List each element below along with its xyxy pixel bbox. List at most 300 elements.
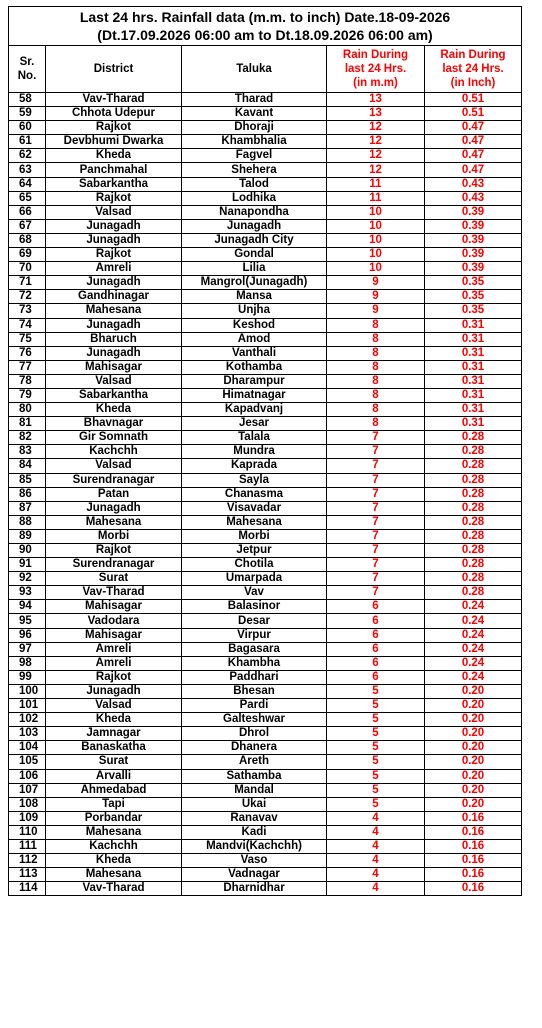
cell-rain-inch: 0.20	[425, 727, 522, 741]
cell-district: Gir Somnath	[46, 431, 182, 445]
cell-rain-mm: 8	[327, 403, 425, 417]
cell-rain-inch: 0.16	[425, 825, 522, 839]
cell-rain-inch: 0.31	[425, 346, 522, 360]
cell-rain-inch: 0.51	[425, 107, 522, 121]
cell-district: Porbandar	[46, 811, 182, 825]
cell-taluka: Galteshwar	[182, 713, 327, 727]
cell-rain-mm: 5	[327, 783, 425, 797]
cell-taluka: Dhanera	[182, 741, 327, 755]
cell-district: Vav-Tharad	[46, 586, 182, 600]
cell-district: Surendranagar	[46, 558, 182, 572]
cell-taluka: Kaprada	[182, 459, 327, 473]
table-row	[9, 248, 522, 262]
cell-rain-inch: 0.16	[425, 811, 522, 825]
cell-sr-no: 102	[9, 713, 46, 727]
cell-rain-inch: 0.28	[425, 473, 522, 487]
cell-district: Kachchh	[46, 445, 182, 459]
cell-district: Jamnagar	[46, 727, 182, 741]
cell-district: Junagadh	[46, 276, 182, 290]
cell-district: Valsad	[46, 205, 182, 219]
cell-rain-inch: 0.28	[425, 487, 522, 501]
cell-rain-inch: 0.24	[425, 656, 522, 670]
cell-district: Rajkot	[46, 121, 182, 135]
cell-taluka: Keshod	[182, 318, 327, 332]
table-row	[9, 769, 522, 783]
cell-sr-no: 85	[9, 473, 46, 487]
cell-rain-inch: 0.24	[425, 670, 522, 684]
cell-rain-inch: 0.24	[425, 614, 522, 628]
cell-rain-mm: 5	[327, 755, 425, 769]
cell-taluka: Unjha	[182, 304, 327, 318]
table-row	[9, 544, 522, 558]
cell-rain-inch: 0.28	[425, 572, 522, 586]
cell-district: Patan	[46, 487, 182, 501]
cell-sr-no: 96	[9, 628, 46, 642]
cell-sr-no: 62	[9, 149, 46, 163]
cell-rain-inch: 0.47	[425, 149, 522, 163]
table-row	[9, 628, 522, 642]
cell-sr-no: 82	[9, 431, 46, 445]
cell-rain-inch: 0.24	[425, 628, 522, 642]
cell-taluka: Himatnagar	[182, 388, 327, 402]
cell-rain-mm: 5	[327, 699, 425, 713]
cell-district: Ahmedabad	[46, 783, 182, 797]
cell-taluka: Jetpur	[182, 544, 327, 558]
cell-rain-inch: 0.35	[425, 290, 522, 304]
cell-district: Chhota Udepur	[46, 107, 182, 121]
cell-taluka: Dhoraji	[182, 121, 327, 135]
cell-taluka: Talala	[182, 431, 327, 445]
cell-taluka: Dharnidhar	[182, 882, 327, 896]
cell-sr-no: 80	[9, 403, 46, 417]
cell-rain-mm: 8	[327, 318, 425, 332]
table-row	[9, 417, 522, 431]
title-line-1: Last 24 hrs. Rainfall data (m.m. to inch) Date.18-09-2026	[79, 9, 451, 25]
cell-rain-inch: 0.20	[425, 741, 522, 755]
cell-sr-no: 72	[9, 290, 46, 304]
cell-district: Vav-Tharad	[46, 93, 182, 107]
cell-rain-inch: 0.20	[425, 755, 522, 769]
header-taluka: Taluka	[182, 46, 327, 93]
cell-district: Kheda	[46, 403, 182, 417]
cell-taluka: Vaso	[182, 854, 327, 868]
cell-taluka: Tharad	[182, 93, 327, 107]
cell-taluka: Khambhalia	[182, 135, 327, 149]
cell-rain-inch: 0.31	[425, 360, 522, 374]
cell-rain-mm: 10	[327, 248, 425, 262]
table-row	[9, 783, 522, 797]
cell-district: Banaskatha	[46, 741, 182, 755]
table-row	[9, 741, 522, 755]
table-row	[9, 529, 522, 543]
table-row	[9, 304, 522, 318]
cell-rain-inch: 0.20	[425, 684, 522, 698]
table-row	[9, 205, 522, 219]
cell-district: Kheda	[46, 854, 182, 868]
cell-taluka: Shehera	[182, 163, 327, 177]
table-row	[9, 515, 522, 529]
cell-taluka: Ranavav	[182, 811, 327, 825]
cell-sr-no: 73	[9, 304, 46, 318]
cell-district: Surat	[46, 755, 182, 769]
cell-sr-no: 83	[9, 445, 46, 459]
cell-taluka: Dhrol	[182, 727, 327, 741]
cell-rain-inch: 0.35	[425, 276, 522, 290]
cell-rain-mm: 4	[327, 854, 425, 868]
cell-rain-mm: 6	[327, 656, 425, 670]
cell-district: Junagadh	[46, 501, 182, 515]
cell-taluka: Junagadh	[182, 219, 327, 233]
cell-district: Valsad	[46, 459, 182, 473]
cell-rain-inch: 0.16	[425, 854, 522, 868]
cell-taluka: Mundra	[182, 445, 327, 459]
table-row	[9, 656, 522, 670]
cell-rain-mm: 10	[327, 205, 425, 219]
cell-sr-no: 64	[9, 177, 46, 191]
cell-taluka: Gondal	[182, 248, 327, 262]
cell-taluka: Kavant	[182, 107, 327, 121]
cell-rain-inch: 0.28	[425, 459, 522, 473]
cell-rain-mm: 5	[327, 727, 425, 741]
cell-sr-no: 92	[9, 572, 46, 586]
table-row	[9, 811, 522, 825]
cell-sr-no: 68	[9, 233, 46, 247]
cell-rain-inch: 0.31	[425, 332, 522, 346]
cell-rain-mm: 8	[327, 417, 425, 431]
cell-sr-no: 97	[9, 642, 46, 656]
cell-sr-no: 69	[9, 248, 46, 262]
table-row	[9, 825, 522, 839]
cell-rain-mm: 8	[327, 374, 425, 388]
table-row	[9, 839, 522, 853]
cell-rain-mm: 4	[327, 882, 425, 896]
cell-rain-inch: 0.43	[425, 191, 522, 205]
cell-rain-mm: 11	[327, 177, 425, 191]
cell-rain-inch: 0.31	[425, 403, 522, 417]
table-row	[9, 233, 522, 247]
cell-district: Kheda	[46, 713, 182, 727]
cell-sr-no: 94	[9, 600, 46, 614]
cell-taluka: Balasinor	[182, 600, 327, 614]
table-row	[9, 445, 522, 459]
cell-district: Amreli	[46, 262, 182, 276]
cell-district: Junagadh	[46, 684, 182, 698]
cell-rain-mm: 5	[327, 684, 425, 698]
cell-rain-mm: 5	[327, 769, 425, 783]
table-row	[9, 501, 522, 515]
cell-sr-no: 90	[9, 544, 46, 558]
cell-rain-inch: 0.31	[425, 417, 522, 431]
cell-district: Kheda	[46, 149, 182, 163]
cell-sr-no: 79	[9, 388, 46, 402]
cell-taluka: Mahesana	[182, 515, 327, 529]
cell-rain-mm: 10	[327, 262, 425, 276]
cell-rain-inch: 0.20	[425, 797, 522, 811]
cell-taluka: Umarpada	[182, 572, 327, 586]
cell-sr-no: 110	[9, 825, 46, 839]
cell-rain-inch: 0.35	[425, 304, 522, 318]
cell-rain-inch: 0.31	[425, 388, 522, 402]
table-row	[9, 318, 522, 332]
table-row	[9, 487, 522, 501]
cell-taluka: Vav	[182, 586, 327, 600]
cell-rain-inch: 0.39	[425, 262, 522, 276]
cell-sr-no: 67	[9, 219, 46, 233]
cell-district: Rajkot	[46, 248, 182, 262]
cell-rain-mm: 7	[327, 487, 425, 501]
table-row	[9, 642, 522, 656]
cell-rain-mm: 12	[327, 149, 425, 163]
cell-sr-no: 75	[9, 332, 46, 346]
cell-district: Mahesana	[46, 304, 182, 318]
table-row	[9, 290, 522, 304]
cell-sr-no: 81	[9, 417, 46, 431]
cell-district: Panchmahal	[46, 163, 182, 177]
cell-rain-mm: 5	[327, 741, 425, 755]
rainfall-document	[8, 6, 521, 896]
header-sr-no: Sr. No.	[9, 46, 46, 93]
cell-district: Vav-Tharad	[46, 882, 182, 896]
cell-sr-no: 98	[9, 656, 46, 670]
title-line-2: (Dt.17.09.2026 06:00 am to Dt.18.09.2026 06:00 am)	[97, 27, 433, 43]
cell-rain-mm: 9	[327, 290, 425, 304]
table-row	[9, 191, 522, 205]
cell-sr-no: 106	[9, 769, 46, 783]
cell-taluka: Mansa	[182, 290, 327, 304]
cell-rain-inch: 0.31	[425, 374, 522, 388]
cell-taluka: Lilia	[182, 262, 327, 276]
cell-sr-no: 100	[9, 684, 46, 698]
cell-sr-no: 104	[9, 741, 46, 755]
table-row	[9, 586, 522, 600]
cell-district: Kachchh	[46, 839, 182, 853]
cell-rain-mm: 7	[327, 529, 425, 543]
cell-district: Tapi	[46, 797, 182, 811]
cell-district: Vadodara	[46, 614, 182, 628]
cell-sr-no: 71	[9, 276, 46, 290]
cell-sr-no: 59	[9, 107, 46, 121]
cell-rain-mm: 7	[327, 459, 425, 473]
table-row	[9, 558, 522, 572]
cell-district: Junagadh	[46, 318, 182, 332]
cell-taluka: Mandvi(Kachchh)	[182, 839, 327, 853]
cell-taluka: Sathamba	[182, 769, 327, 783]
cell-rain-inch: 0.28	[425, 544, 522, 558]
cell-rain-mm: 6	[327, 600, 425, 614]
cell-rain-mm: 10	[327, 233, 425, 247]
cell-rain-inch: 0.39	[425, 248, 522, 262]
cell-district: Mahisagar	[46, 360, 182, 374]
cell-taluka: Junagadh City	[182, 233, 327, 247]
cell-sr-no: 74	[9, 318, 46, 332]
cell-rain-mm: 8	[327, 388, 425, 402]
table-row	[9, 374, 522, 388]
cell-district: Amreli	[46, 656, 182, 670]
cell-rain-mm: 6	[327, 642, 425, 656]
cell-district: Surendranagar	[46, 473, 182, 487]
table-row	[9, 163, 522, 177]
cell-rain-mm: 9	[327, 304, 425, 318]
cell-rain-mm: 8	[327, 360, 425, 374]
cell-taluka: Paddhari	[182, 670, 327, 684]
cell-rain-inch: 0.39	[425, 219, 522, 233]
cell-rain-mm: 8	[327, 346, 425, 360]
cell-taluka: Kapadvanj	[182, 403, 327, 417]
cell-rain-inch: 0.20	[425, 769, 522, 783]
cell-sr-no: 113	[9, 868, 46, 882]
cell-district: Mahesana	[46, 825, 182, 839]
cell-sr-no: 66	[9, 205, 46, 219]
cell-rain-mm: 6	[327, 614, 425, 628]
header-rain-inch: Rain During last 24 Hrs. (in Inch)	[425, 46, 522, 93]
cell-taluka: Fagvel	[182, 149, 327, 163]
table-title-row	[9, 7, 522, 46]
cell-taluka: Vadnagar	[182, 868, 327, 882]
table-row	[9, 388, 522, 402]
cell-rain-inch: 0.31	[425, 318, 522, 332]
table-row	[9, 459, 522, 473]
cell-rain-mm: 4	[327, 811, 425, 825]
table-row	[9, 360, 522, 374]
cell-sr-no: 91	[9, 558, 46, 572]
cell-taluka: Areth	[182, 755, 327, 769]
cell-rain-mm: 13	[327, 107, 425, 121]
cell-sr-no: 61	[9, 135, 46, 149]
cell-sr-no: 112	[9, 854, 46, 868]
cell-taluka: Bhesan	[182, 684, 327, 698]
cell-rain-mm: 11	[327, 191, 425, 205]
cell-rain-mm: 7	[327, 473, 425, 487]
cell-district: Rajkot	[46, 670, 182, 684]
cell-taluka: Mandal	[182, 783, 327, 797]
cell-district: Valsad	[46, 374, 182, 388]
cell-taluka: Lodhika	[182, 191, 327, 205]
table-row	[9, 93, 522, 107]
cell-rain-inch: 0.39	[425, 205, 522, 219]
header-rain-mm: Rain During last 24 Hrs. (in m.m)	[327, 46, 425, 93]
cell-district: Sabarkantha	[46, 388, 182, 402]
cell-sr-no: 70	[9, 262, 46, 276]
cell-district: Bhavnagar	[46, 417, 182, 431]
cell-sr-no: 99	[9, 670, 46, 684]
cell-sr-no: 76	[9, 346, 46, 360]
cell-district: Junagadh	[46, 233, 182, 247]
table-row	[9, 797, 522, 811]
cell-rain-inch: 0.24	[425, 642, 522, 656]
cell-district: Rajkot	[46, 191, 182, 205]
cell-district: Mahisagar	[46, 600, 182, 614]
cell-sr-no: 111	[9, 839, 46, 853]
cell-rain-mm: 7	[327, 558, 425, 572]
cell-taluka: Khambha	[182, 656, 327, 670]
cell-rain-mm: 8	[327, 332, 425, 346]
cell-sr-no: 108	[9, 797, 46, 811]
table-row	[9, 882, 522, 896]
table-row	[9, 684, 522, 698]
cell-sr-no: 88	[9, 515, 46, 529]
table-row	[9, 868, 522, 882]
cell-district: Mahisagar	[46, 628, 182, 642]
cell-rain-mm: 7	[327, 572, 425, 586]
table-row	[9, 121, 522, 135]
cell-taluka: Kothamba	[182, 360, 327, 374]
cell-district: Rajkot	[46, 544, 182, 558]
table-row	[9, 332, 522, 346]
cell-taluka: Amod	[182, 332, 327, 346]
rainfall-table-body	[9, 7, 522, 896]
cell-sr-no: 109	[9, 811, 46, 825]
cell-taluka: Pardi	[182, 699, 327, 713]
cell-district: Junagadh	[46, 346, 182, 360]
cell-taluka: Chanasma	[182, 487, 327, 501]
table-row	[9, 262, 522, 276]
table-row	[9, 107, 522, 121]
table-header-row	[9, 46, 522, 93]
cell-sr-no: 65	[9, 191, 46, 205]
cell-rain-mm: 12	[327, 135, 425, 149]
cell-rain-mm: 13	[327, 93, 425, 107]
cell-district: Valsad	[46, 699, 182, 713]
cell-taluka: Ukai	[182, 797, 327, 811]
cell-rain-inch: 0.28	[425, 445, 522, 459]
cell-taluka: Talod	[182, 177, 327, 191]
cell-district: Morbi	[46, 529, 182, 543]
cell-taluka: Desar	[182, 614, 327, 628]
table-row	[9, 755, 522, 769]
table-row	[9, 614, 522, 628]
cell-taluka: Morbi	[182, 529, 327, 543]
cell-sr-no: 84	[9, 459, 46, 473]
cell-rain-mm: 7	[327, 586, 425, 600]
rainfall-table	[8, 6, 522, 896]
cell-sr-no: 78	[9, 374, 46, 388]
cell-district: Gandhinagar	[46, 290, 182, 304]
cell-sr-no: 60	[9, 121, 46, 135]
table-row	[9, 135, 522, 149]
cell-rain-inch: 0.16	[425, 839, 522, 853]
cell-taluka: Visavadar	[182, 501, 327, 515]
cell-rain-mm: 9	[327, 276, 425, 290]
cell-rain-inch: 0.28	[425, 558, 522, 572]
cell-rain-mm: 4	[327, 868, 425, 882]
cell-sr-no: 87	[9, 501, 46, 515]
cell-rain-mm: 10	[327, 219, 425, 233]
cell-rain-inch: 0.16	[425, 868, 522, 882]
cell-rain-inch: 0.20	[425, 713, 522, 727]
table-row	[9, 600, 522, 614]
table-row	[9, 149, 522, 163]
table-row	[9, 713, 522, 727]
cell-rain-inch: 0.43	[425, 177, 522, 191]
cell-rain-mm: 4	[327, 839, 425, 853]
cell-rain-mm: 7	[327, 445, 425, 459]
table-row	[9, 276, 522, 290]
cell-rain-inch: 0.51	[425, 93, 522, 107]
cell-taluka: Nanapondha	[182, 205, 327, 219]
table-row	[9, 346, 522, 360]
table-row	[9, 473, 522, 487]
cell-district: Amreli	[46, 642, 182, 656]
cell-rain-mm: 7	[327, 501, 425, 515]
cell-rain-inch: 0.47	[425, 135, 522, 149]
table-row	[9, 670, 522, 684]
table-row	[9, 219, 522, 233]
cell-district: Devbhumi Dwarka	[46, 135, 182, 149]
cell-sr-no: 101	[9, 699, 46, 713]
cell-district: Sabarkantha	[46, 177, 182, 191]
cell-sr-no: 103	[9, 727, 46, 741]
cell-district: Arvalli	[46, 769, 182, 783]
